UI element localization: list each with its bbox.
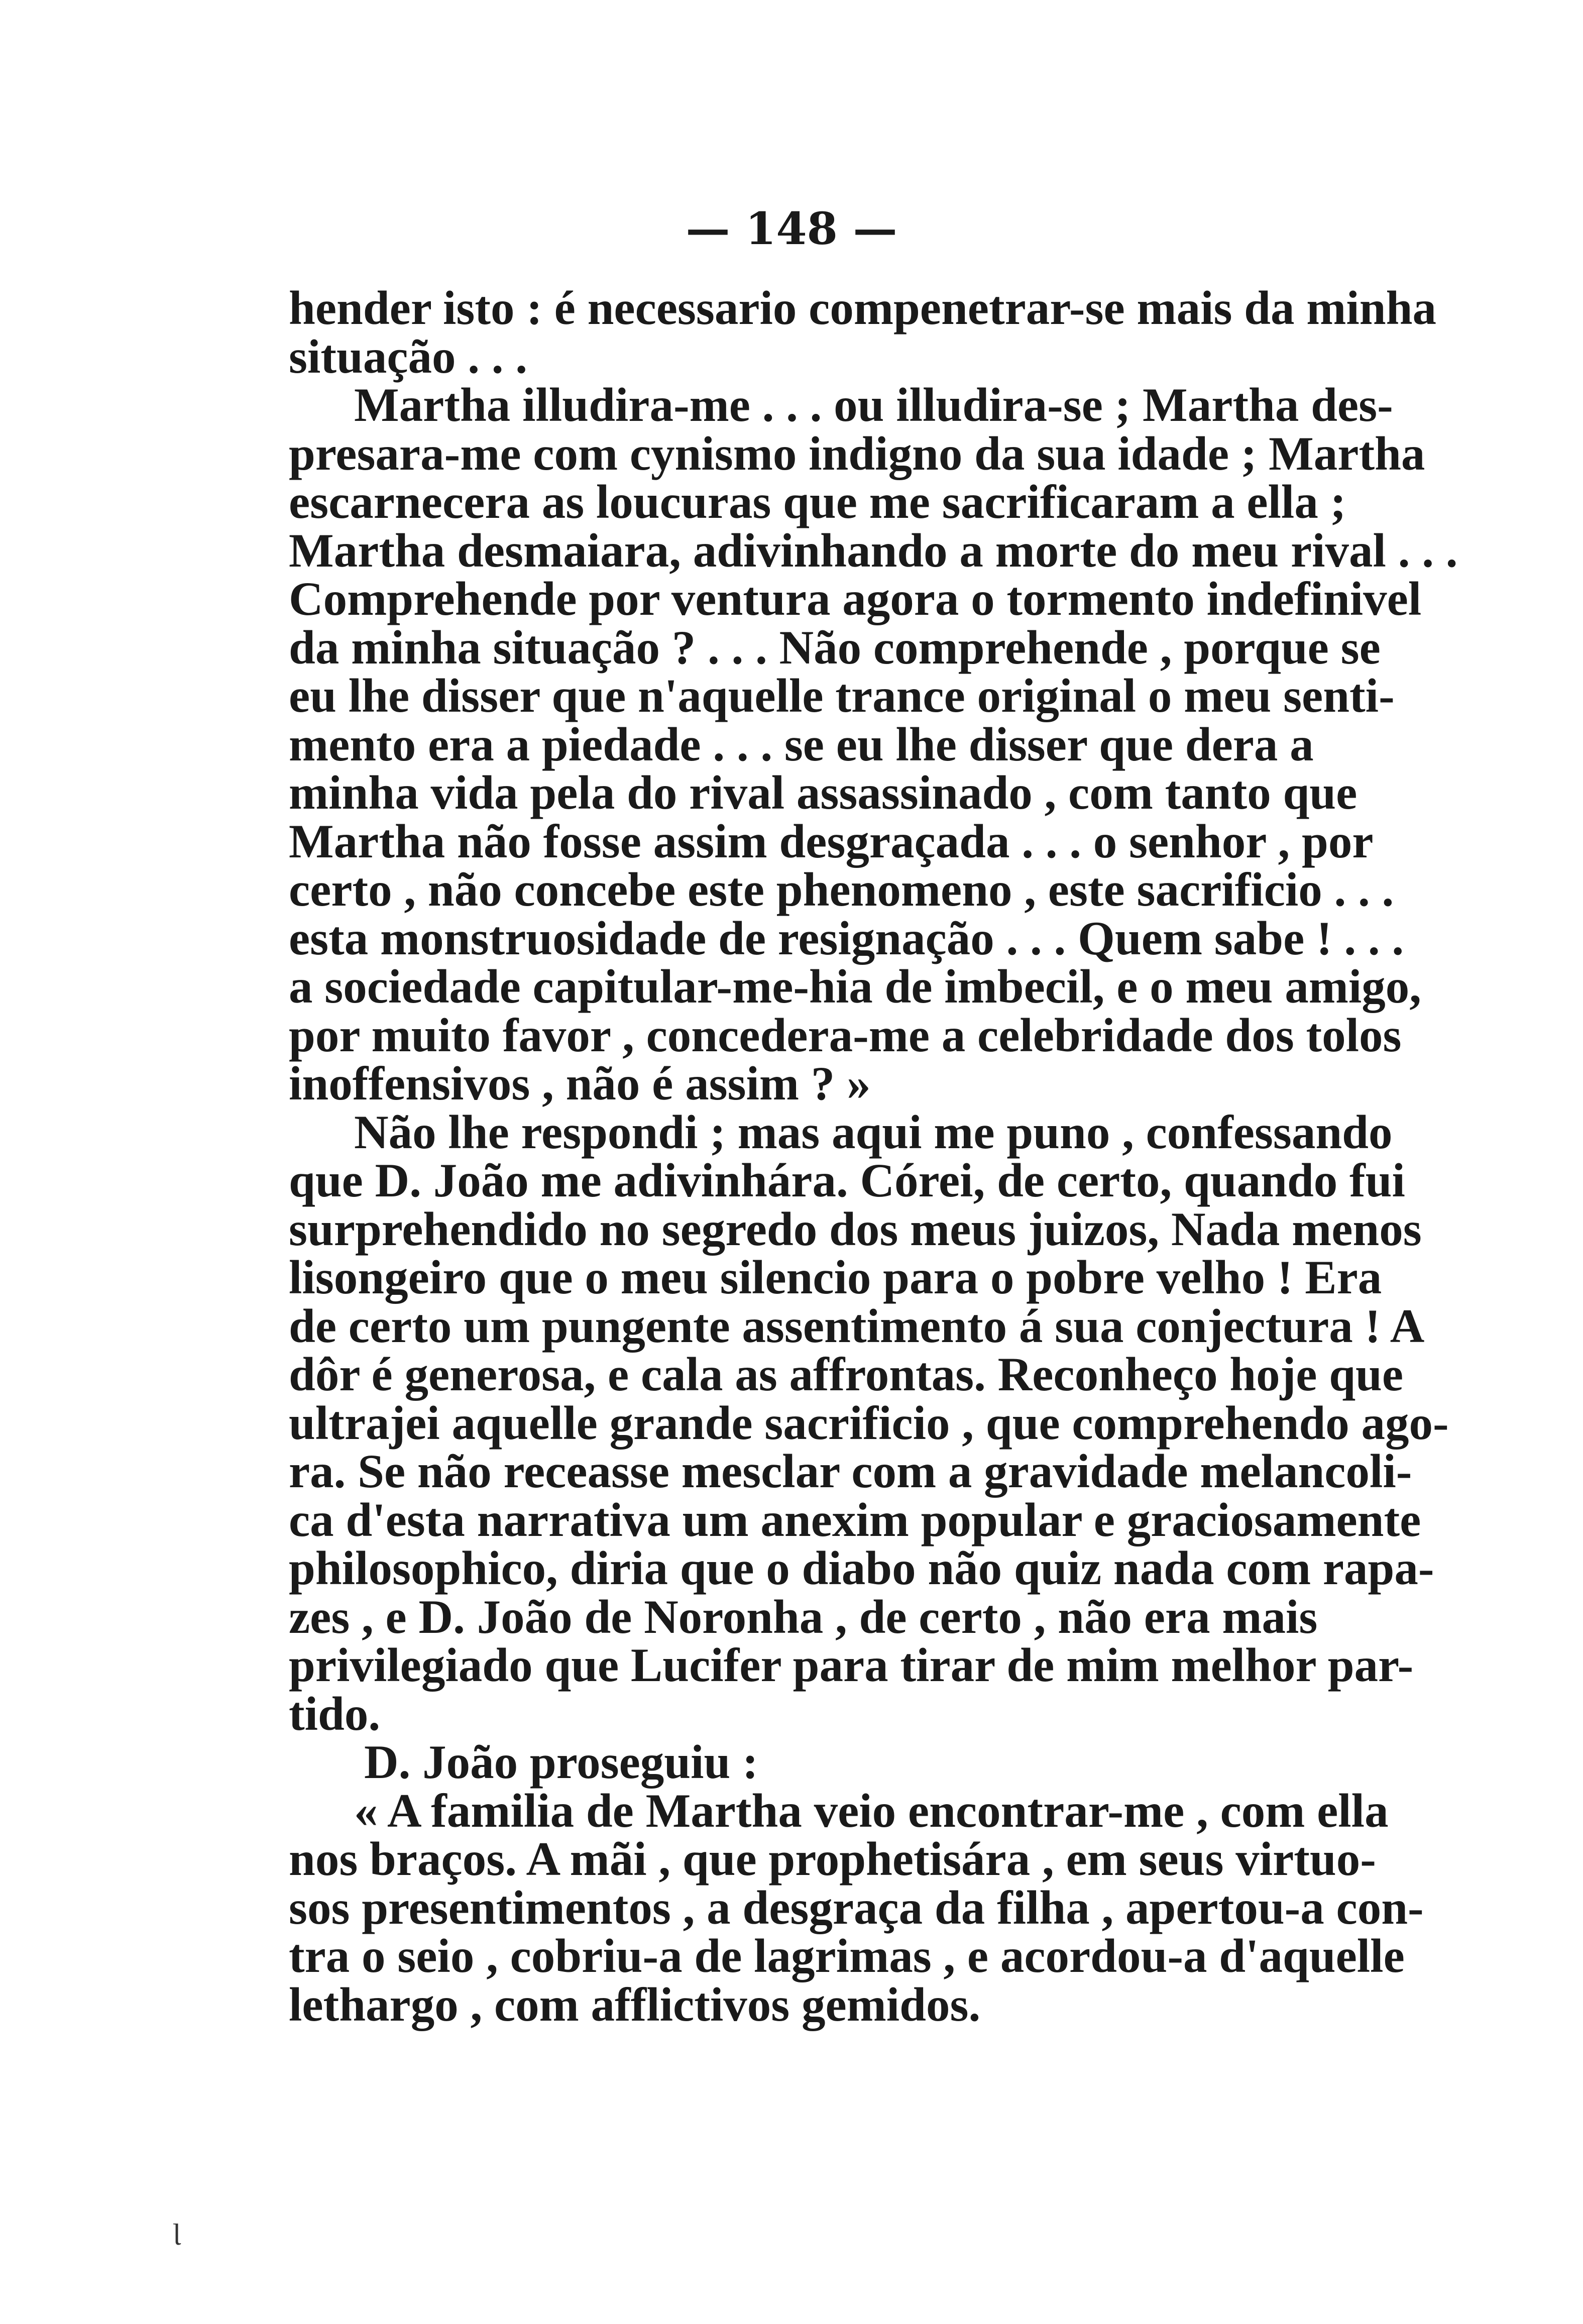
text-line: philosophico, diria que o diabo não quiz nada com rapa-: [289, 1541, 1434, 1595]
text-line: Martha não fosse assim desgraçada . . . o senhor , por: [289, 814, 1374, 868]
text-line: mento era a piedade . . . se eu lhe disser que dera a: [289, 717, 1314, 771]
text-line: D. João proseguiu :: [364, 1735, 758, 1789]
text-line: lethargo , com afflictivos gemidos.: [289, 1977, 981, 2031]
text-line: nos braços. A mãi , que prophetisára , em seus virtuo-: [289, 1832, 1376, 1886]
text-line: de certo um pungente assentimento á sua conjectura ! A: [289, 1299, 1425, 1353]
text-line: « A familia de Martha veio encontrar-me , com ella: [354, 1784, 1389, 1837]
text-line: esta monstruosidade de resignação . . . Quem sabe ! . . .: [289, 911, 1404, 965]
text-line: surprehendido no segredo dos meus juizos, Nada menos: [289, 1202, 1422, 1256]
margin-mark: Ɩ: [173, 2218, 181, 2251]
text-line: situação . . .: [289, 329, 527, 383]
text-line: ra. Se não receasse mesclar com a gravidade melancoli-: [289, 1445, 1412, 1498]
text-line: tido.: [289, 1687, 381, 1740]
text-line: privilegiado que Lucifer para tirar de mim melhor par-: [289, 1638, 1414, 1692]
text-line: zes , e D. João de Noronha , de certo , não era mais: [289, 1590, 1318, 1643]
text-line: Martha desmaiara, adivinhando a morte do meu rival . . .: [289, 523, 1458, 577]
text-line: sos presentimentos , a desgraça da filha , apertou-a con-: [289, 1880, 1424, 1934]
text-line: ca d'esta narrativa um anexim popular e graciosamente: [289, 1493, 1421, 1546]
text-line: hender isto : é necessario compenetrar-se mais da minha: [289, 281, 1436, 335]
text-line: Comprehende por ventura agora o tormento indefinivel: [289, 572, 1422, 625]
text-line: inoffensivos , não é assim ? »: [289, 1057, 871, 1110]
text-line: escarnecera as loucuras que me sacrificaram a ella ;: [289, 475, 1346, 528]
text-line: lisongeiro que o meu silencio para o pobre velho ! Era: [289, 1251, 1382, 1304]
text-line: certo , não concebe este phenomeno , este sacrificio . . .: [289, 863, 1394, 916]
text-line: da minha situação ? . . . Não comprehende , porque se: [289, 620, 1381, 674]
text-line: Martha illudira-me . . . ou illudira-se ; Martha des-: [354, 378, 1393, 431]
text-line: a sociedade capitular-me-hia de imbecil, e o meu amigo,: [289, 960, 1422, 1013]
text-line: que D. João me adivinhára. Córei, de certo, quando fui: [289, 1154, 1405, 1207]
text-line: minha vida pela do rival assassinado , com tanto que: [289, 766, 1358, 819]
text-line: dôr é generosa, e cala as affrontas. Reconheço hoje que: [289, 1348, 1404, 1401]
text-line: presara-me com cynismo indigno da sua idade ; Martha: [289, 426, 1425, 480]
text-line: por muito favor , concedera-me a celebridade dos tolos: [289, 1008, 1402, 1062]
page-body: [289, 281, 1458, 2031]
text-line: tra o seio , cobriu-a de lagrimas , e acordou-a d'aquelle: [289, 1929, 1405, 1982]
text-line: eu lhe disser que n'aquelle trance original o meu senti-: [289, 669, 1395, 722]
text-line: Não lhe respondi ; mas aqui me puno , confessando: [354, 1105, 1393, 1159]
page-number-header: — 148 —: [686, 202, 897, 255]
text-line: ultrajei aquelle grande sacrificio , que comprehendo ago-: [289, 1396, 1449, 1450]
